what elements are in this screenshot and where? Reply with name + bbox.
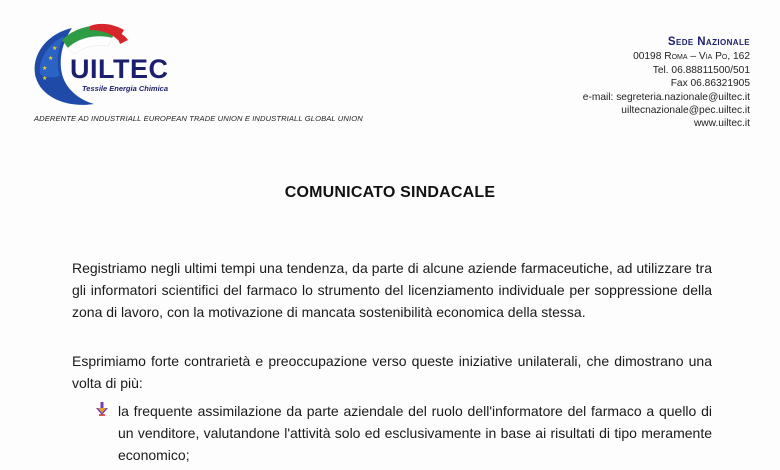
- arrow-down-bullet-icon: [96, 402, 108, 416]
- contact-block: [583, 36, 750, 131]
- paragraph-2: Esprimiamo forte contrarietà e preoccupazione verso queste iniziative unilaterali, che dimostrano una volta di più:: [72, 353, 712, 391]
- contact-email[interactable]: e-mail: segreteria.nazionale@uiltec.it: [582, 91, 750, 103]
- contact-fax: Fax 06.86321905: [670, 78, 750, 90]
- bullet-text: la frequente assimilazione da parte aziendale del ruolo dell'informatore del farmaco a quello di un venditore, valutandone l'attività solo ed esclusivamente in base ai risultati di tipo meramente economico;: [118, 403, 712, 463]
- contact-heading: Sede Nazionale: [667, 36, 750, 48]
- svg-text:★: ★: [52, 45, 58, 52]
- contact-address: 00198 Roma – Via Po, 162: [633, 51, 750, 63]
- affiliation-text: ADERENTE AD INDUSTRIALL EUROPEAN TRADE UNION E INDUSTRIALL GLOBAL UNION: [34, 114, 363, 123]
- contact-website[interactable]: www.uiltec.it: [693, 118, 750, 130]
- contact-phone: Tel. 06.88811500/501: [652, 64, 750, 76]
- document-title: COMUNICATO SINDACALE: [284, 184, 496, 201]
- uiltec-logo: [28, 20, 178, 110]
- svg-text:★: ★: [48, 55, 54, 62]
- svg-text:★: ★: [42, 65, 48, 72]
- contact-pec[interactable]: uiltecnazionale@pec.uiltec.it: [621, 105, 750, 117]
- logo-wordmark: UILTEC: [70, 54, 169, 84]
- logo-tagline: Tessile Energia Chimica: [82, 84, 169, 93]
- paragraph-1: Registriamo negli ultimi tempi una tendenza, da parte di alcune aziende farmaceutiche, ad utilizzare tra gli informatori scientifici del farmaco lo strumento del licenziamento individuale per soppressione della zona di lavoro, con la motivazione di mancata sostenibilità economica della stessa.: [72, 260, 712, 320]
- svg-text:★: ★: [42, 75, 48, 82]
